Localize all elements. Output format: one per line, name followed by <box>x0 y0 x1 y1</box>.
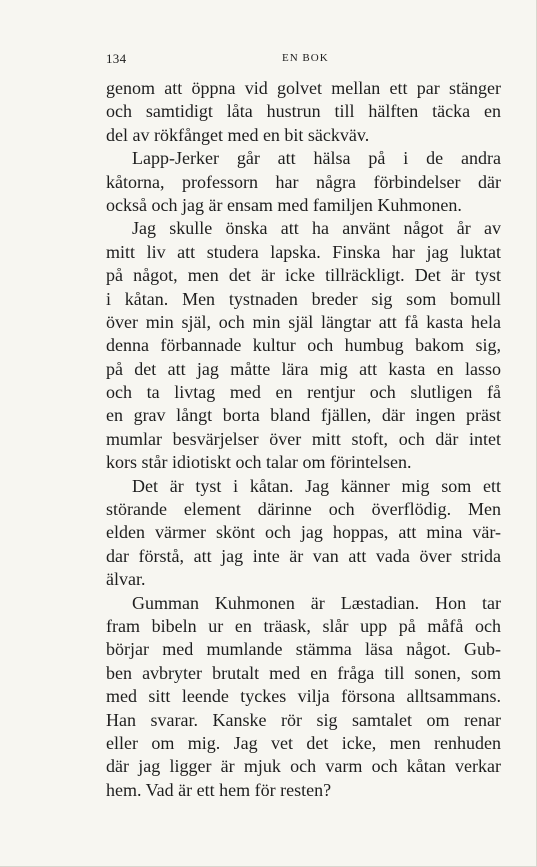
text-line: kåtorna, professorn har några förbindelser där <box>106 171 501 192</box>
text-line: och ta livtag med en rentjur och slutligen få <box>106 382 501 403</box>
text-line: elden värmer skönt och jag hoppas, att mina vär- <box>106 522 501 543</box>
text-line: Han svarar. Kanske rör sig samtalet om renar <box>106 709 501 730</box>
text-line: mumlar besvärjelser över mitt stoft, och där intet <box>106 428 501 449</box>
text-line: kors står idiotiskt och talar om förintelsen. <box>106 452 412 473</box>
text-line: Jag skulle önska att ha använt något år av <box>132 218 501 239</box>
page-number: 134 <box>106 51 127 66</box>
text-line: på något, men det är icke tillräckligt. Det är tyst <box>106 265 501 286</box>
text-line: fram bibeln ur en träask, slår upp på måfå och <box>106 615 501 636</box>
text-line: över min själ, och min själ längtar att få kasta hela <box>106 311 501 332</box>
text-line: genom att öppna vid golvet mellan ett par stänger <box>106 78 501 98</box>
text-line: också och jag är ensam med familjen Kuhmonen. <box>106 194 462 215</box>
text-line: Det är tyst i kåtan. Jag känner mig som ett <box>132 475 501 496</box>
text-line: mitt liv att studera lapska. Finska har jag luktat <box>106 241 501 262</box>
text-line: del av rökfånget med en bit säckväv. <box>106 124 370 145</box>
text-line: börjar med mumlande stämma läsa något. Gub- <box>106 639 501 660</box>
text-line: hem. Vad är ett hem för resten? <box>106 779 332 800</box>
text-line: Gumman Kuhmonen är Læstadian. Hon tar <box>132 592 501 613</box>
text-line: på det att jag måtte lära mig att kasta en lasso <box>106 358 501 379</box>
text-line: älvar. <box>106 569 146 590</box>
text-line: denna förbannade kultur och humbug bakom sig, <box>106 335 501 356</box>
text-line: en grav långt borta bland fjällen, där ingen präst <box>106 405 501 426</box>
text-line: Lapp-Jerker går att hälsa på i de andra <box>132 148 501 169</box>
text-line: i kåtan. Men tystnaden breder sig som bomull <box>106 288 501 309</box>
text-line: och samtidigt låta hustrun till hälften täcka en <box>106 101 501 122</box>
text-line: där jag ligger är mjuk och varm och kåtan verkar <box>106 756 501 777</box>
page-header <box>106 51 501 71</box>
text-line: ben avbryter brutalt med en fråga till sonen, som <box>106 662 501 683</box>
text-line: med sitt leende tyckes vilja försona alltsammans. <box>106 686 501 707</box>
text-line: dar förstå, att jag inte är van att vada över strida <box>106 545 501 566</box>
text-line: eller om mig. Jag vet det icke, men renhuden <box>106 732 501 753</box>
body-text <box>106 77 501 802</box>
text-line: störande element därinne och överflödig. Men <box>106 499 501 520</box>
running-head: EN BOK <box>282 52 329 64</box>
